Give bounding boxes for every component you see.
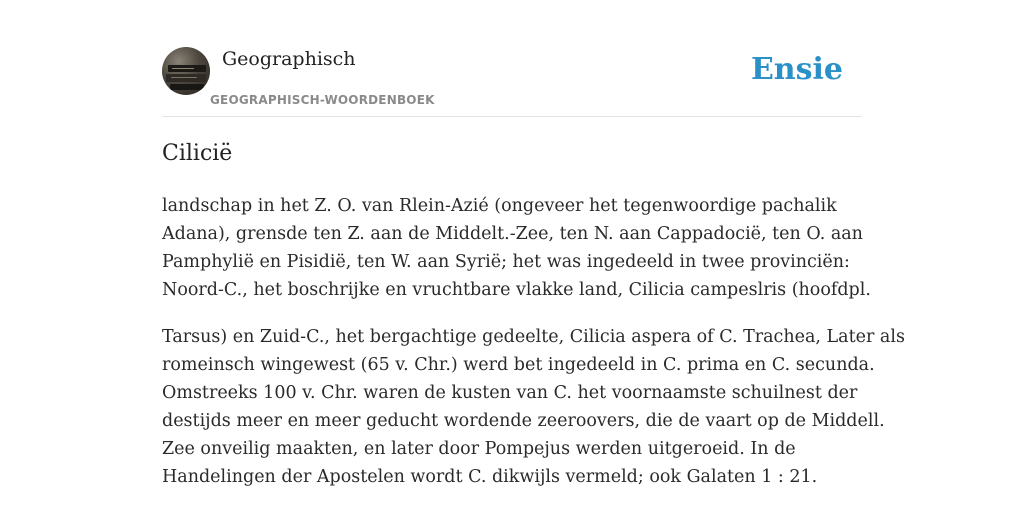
paragraph (162, 192, 871, 304)
page-title: Cilicië (162, 141, 233, 166)
text-line: Handelingen der Apostelen wordt C. dikwijls vermeld; ook Galaten 1 : 21. (162, 467, 818, 487)
text-line: Noord-C., het boschrijke en vruchtbare vlakke land, Cilicia campeslris (hoofdpl. (162, 280, 871, 300)
paragraph (162, 323, 905, 491)
book-spine-icon (166, 74, 206, 82)
brand-logo[interactable]: Ensie (750, 52, 843, 87)
text-line: Tarsus) en Zuid-C., het bergachtige gedeelte, Cilicia aspera of C. Trachea, Later als (162, 327, 905, 347)
text-line: Pamphylië en Pisidië, ten W. aan Syrië; het was ingedeeld in twee provinciën: (162, 252, 850, 272)
text-line: Omstreeks 100 v. Chr. waren de kusten van C. het voornaamste schuilnest der (162, 383, 858, 403)
text-line: Adana), grensde ten Z. aan de Middelt.-Zee, ten N. aan Cappadocië, ten O. aan (162, 224, 863, 244)
book-spine-icon (170, 84, 204, 90)
text-line: romeinsch wingewest (65 v. Chr.) werd bet ingedeeld in C. prima en C. secunda. (162, 355, 875, 375)
header (162, 46, 862, 117)
text-line: Zee onveilig maakten, en later door Pompejus werden uitgeroeid. In de (162, 439, 796, 459)
text-line: destijds meer en meer geducht wordende zeeroovers, die de vaart op de Middell. (162, 411, 885, 431)
book-highlight (172, 68, 194, 69)
book-highlight (171, 77, 197, 78)
collection-title[interactable]: Geographisch (222, 48, 356, 70)
text-line: landschap in het Z. O. van Rlein-Azié (ongeveer het tegenwoordige pachalik (162, 196, 837, 216)
collection-subtitle[interactable]: GEOGRAPHISCH-WOORDENBOEK (210, 93, 435, 107)
avatar[interactable] (162, 47, 210, 95)
